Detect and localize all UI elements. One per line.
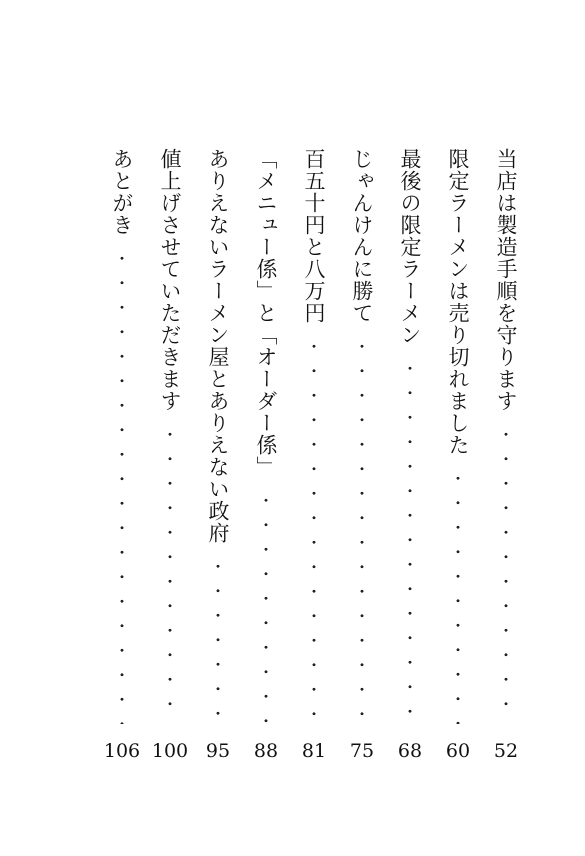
toc-leader-dots — [504, 422, 508, 724]
toc-page-number: 88 — [253, 740, 279, 762]
toc-entry-title: 限定ラーメンは売り切れました — [446, 148, 470, 456]
toc-page-number: 100 — [151, 740, 189, 762]
toc-page-number: 60 — [445, 740, 471, 762]
toc-leader-dots — [456, 466, 460, 724]
toc-leader-dots — [408, 356, 412, 724]
toc-entry[interactable] — [395, 148, 425, 728]
toc-entry[interactable] — [251, 148, 281, 728]
toc-leader-dots — [312, 334, 316, 724]
toc-entry-title: 値上げさせていただきます — [158, 148, 182, 412]
toc-entry-title: じゃんけんに勝て — [350, 148, 374, 324]
toc-page-number: 106 — [103, 740, 141, 762]
toc-entry[interactable] — [491, 148, 521, 728]
toc-entry[interactable] — [347, 148, 377, 728]
toc-leader-dots — [216, 554, 220, 724]
toc-leader-dots — [360, 334, 364, 724]
toc-entry[interactable] — [443, 148, 473, 728]
toc-page-number: 68 — [397, 740, 423, 762]
toc-entry[interactable] — [155, 148, 185, 728]
toc-entry[interactable] — [299, 148, 329, 728]
toc-entry-title: 当店は製造手順を守ります — [494, 148, 518, 412]
toc-entry[interactable] — [107, 148, 137, 728]
toc-entry-title: あとがき — [110, 148, 134, 236]
toc-leader-dots — [168, 422, 172, 724]
toc-leader-dots — [264, 488, 268, 724]
toc-entry-title: 「メニュー係」と「オーダー係」 — [254, 148, 278, 478]
toc-page-number: 95 — [205, 740, 231, 762]
toc-page-number: 75 — [349, 740, 375, 762]
toc-page-number: 52 — [493, 740, 519, 762]
toc-entry-title: 百五十円と八万円 — [302, 148, 326, 324]
toc-leader-dots — [120, 246, 124, 724]
toc-entry[interactable] — [203, 148, 233, 728]
toc-page-number: 81 — [301, 740, 327, 762]
toc-entry-title: ありえないラーメン屋とありえない政府 — [206, 148, 230, 544]
toc-entry-title: 最後の限定ラーメン — [398, 148, 422, 346]
